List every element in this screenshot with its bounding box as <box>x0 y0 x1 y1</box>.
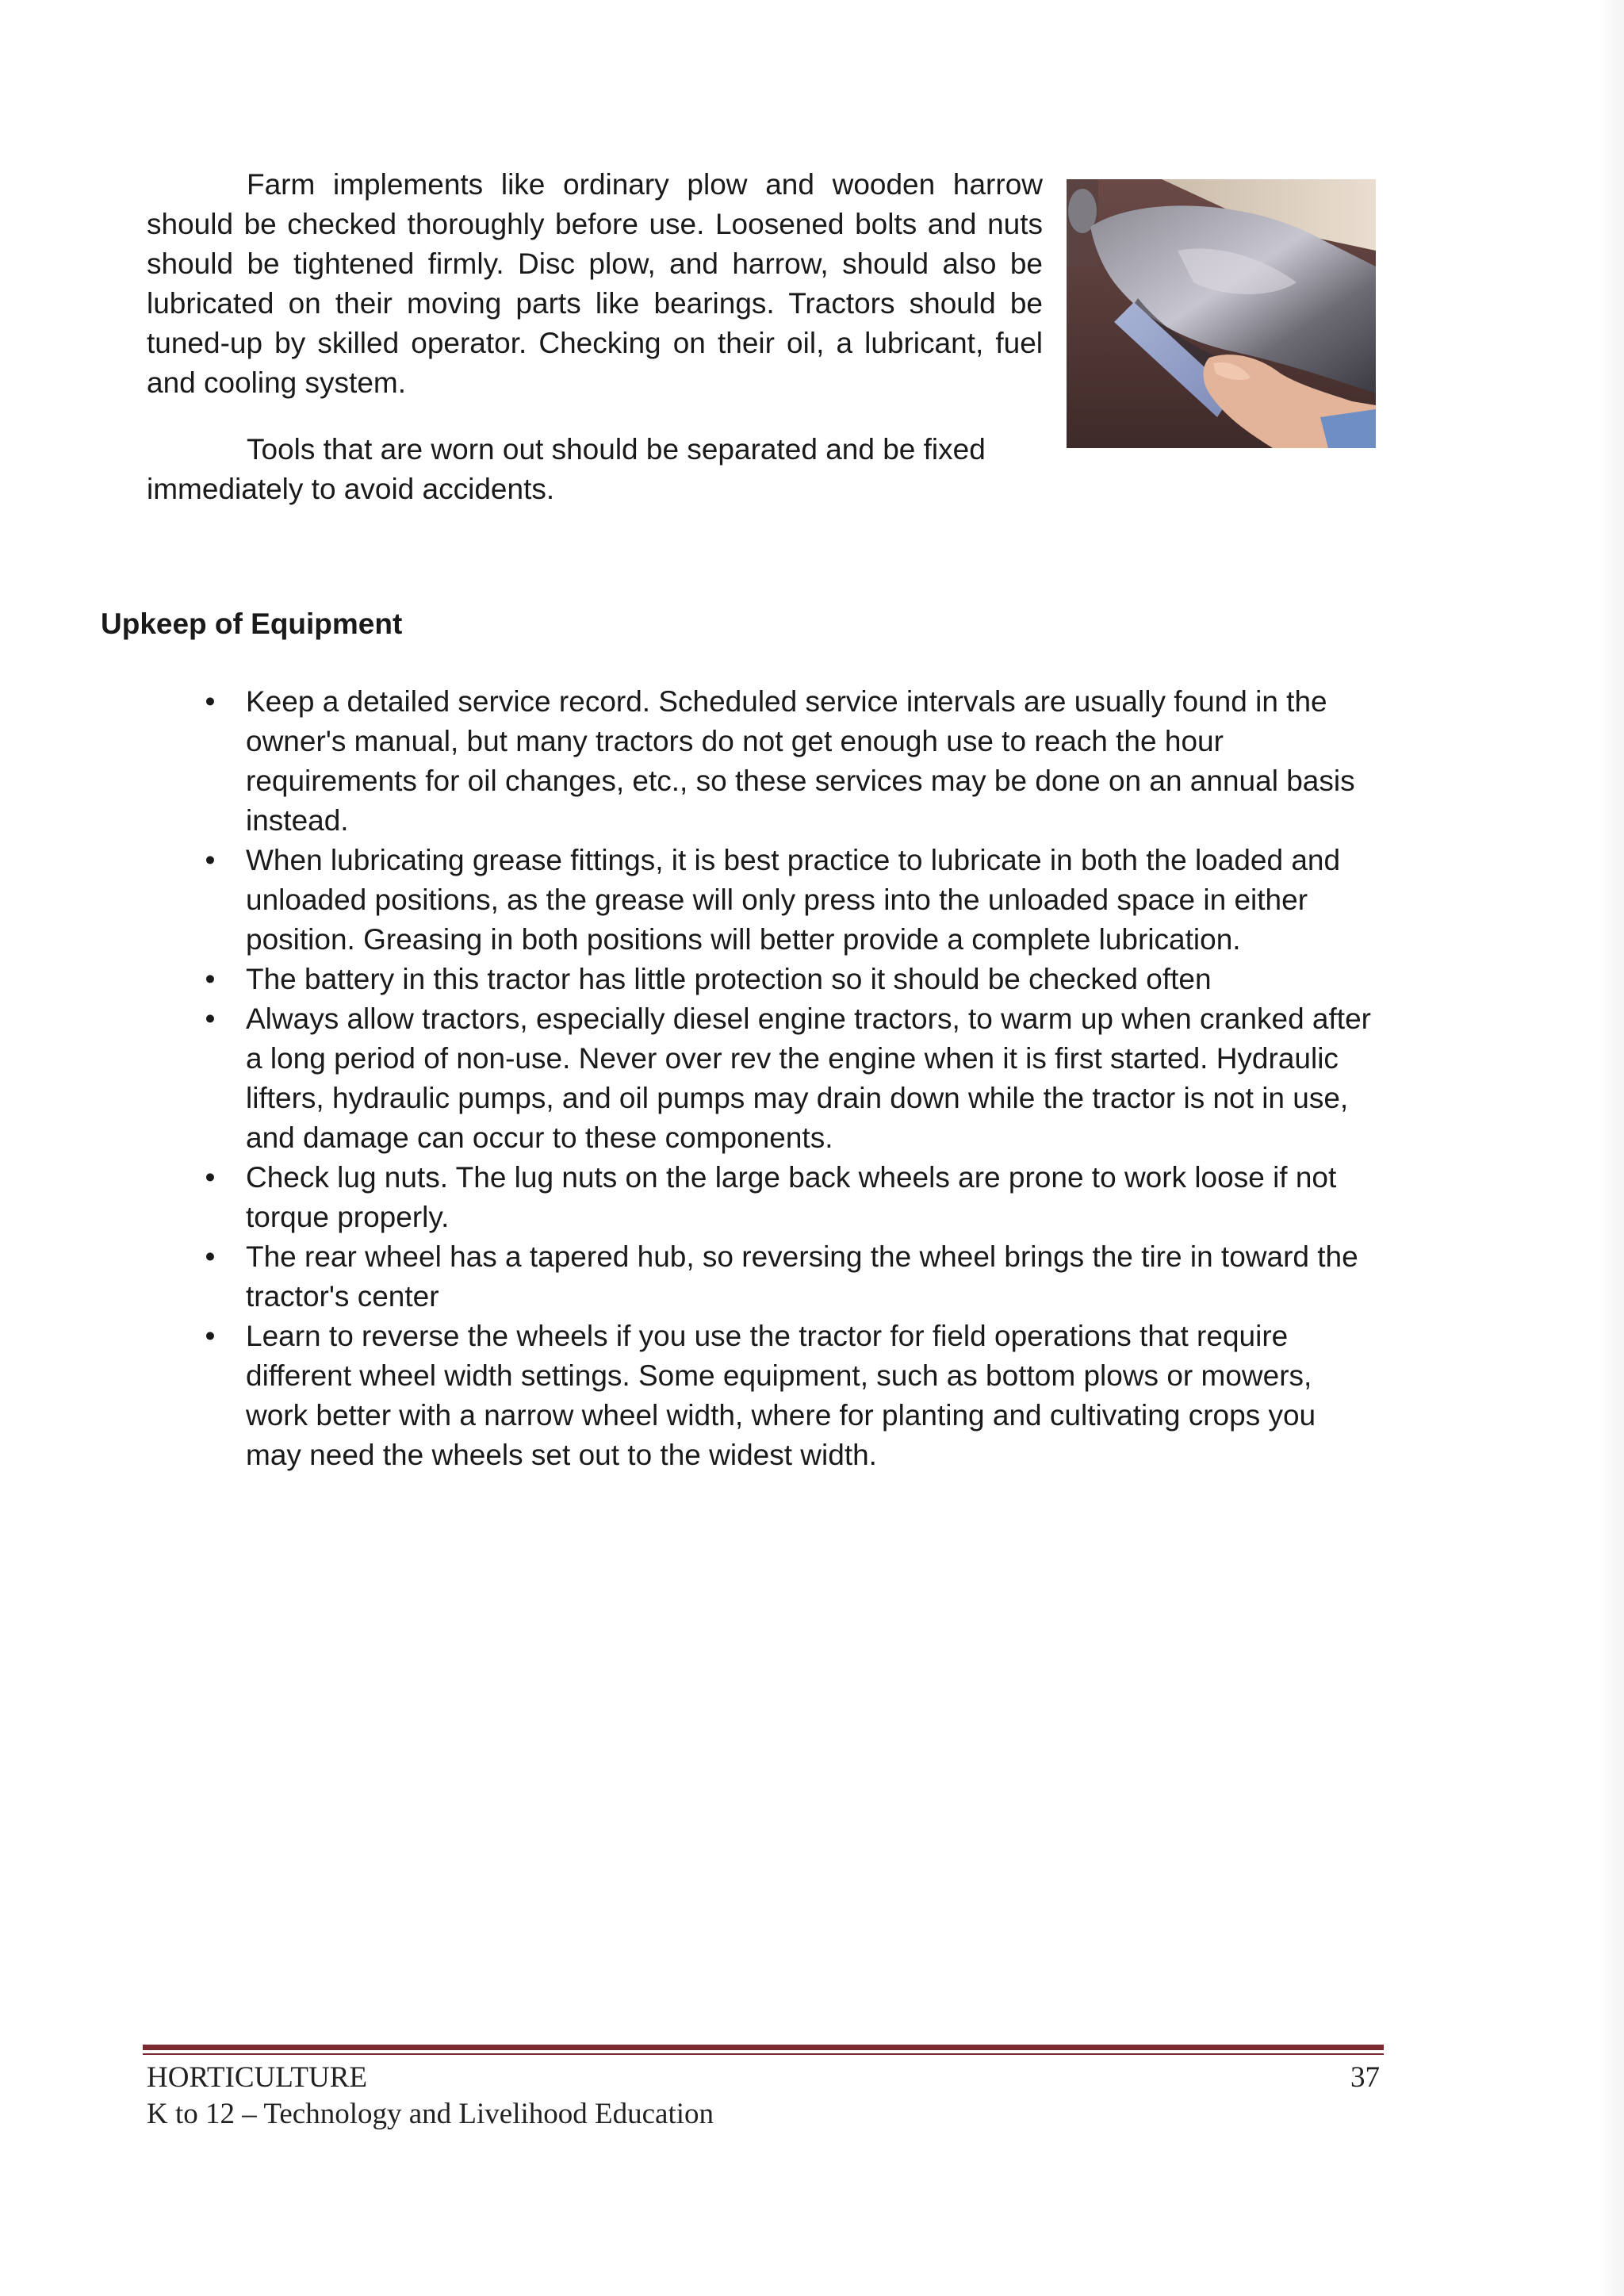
bullet-icon: • <box>205 1240 216 1273</box>
list-item-text: When lubricating grease fittings, it is best practice to lubricate in both the loaded and unloaded positions, as the grease will only press into the unloaded space in either position. Greasing in both positions will better provide a complete lubrication. <box>246 844 1341 956</box>
list-item <box>0 682 1372 841</box>
list-item <box>0 999 1372 1158</box>
plow-sharpening-photo <box>1067 179 1376 448</box>
list-item-text: The battery in this tractor has little protection so it should be checked often <box>246 963 1212 995</box>
bullet-icon: • <box>205 1002 216 1035</box>
bullet-icon: • <box>205 685 216 718</box>
footer-divider-thin <box>143 2053 1384 2055</box>
list-item-text: The rear wheel has a tapered hub, so reversing the wheel brings the tire in toward the tractor's center <box>246 1240 1358 1313</box>
list-item-text: Always allow tractors, especially diesel engine tractors, to warm up when cranked after a long period of non-use. Never over rev the engine when it is first started. Hydraulic lifters, hydraulic pumps, and oil pumps may drain down while the tractor is not in use, and damage can occur to these components. <box>246 1002 1371 1154</box>
section-heading: Upkeep of Equipment <box>101 608 403 640</box>
list-item <box>0 841 1372 960</box>
bullet-icon: • <box>205 1161 216 1194</box>
bullet-icon: • <box>205 1320 216 1352</box>
list-item <box>0 1237 1372 1317</box>
list-item-text: Learn to reverse the wheels if you use the tractor for field operations that require different wheel width settings. Some equipment, such as bottom plows or mowers, work better with a narrow wheel width, where for planting and cultivating crops you may need the wheels set out to the widest width. <box>246 1320 1316 1471</box>
footer-course: K to 12 – Technology and Livelihood Education <box>147 2098 714 2130</box>
intro-paragraph-2: Tools that are worn out should be separated and be fixed immediately to avoid accidents. <box>147 433 986 505</box>
footer-subject: HORTICULTURE <box>147 2061 368 2094</box>
intro-text <box>147 165 1043 509</box>
list-item-text: Check lug nuts. The lug nuts on the large back wheels are prone to work loose if not torque properly. <box>246 1161 1337 1233</box>
list-item <box>0 1158 1372 1237</box>
list-item-text: Keep a detailed service record. Scheduled service intervals are usually found in the owner's manual, but many tractors do not get enough use to reach the hour requirements for oil changes, etc., so these services may be done on an annual basis instead. <box>246 685 1355 837</box>
list-item <box>0 960 1372 999</box>
upkeep-bullet-list <box>0 682 1624 1475</box>
intro-paragraph-1: Farm implements like ordinary plow and wooden harrow should be checked thoroughly before use. Loosened bolts and nuts should be tightened firmly. Disc plow, and harrow, should also be lubricated on their moving parts like bearings. Tractors should be tuned-up by skilled operator. Checking on their oil, a lubricant, fuel and cooling system. <box>147 168 1043 399</box>
bullet-icon: • <box>205 844 216 876</box>
footer-divider-thick <box>143 2045 1384 2050</box>
page-number: 37 <box>1350 2061 1380 2094</box>
list-item <box>0 1317 1372 1475</box>
bullet-icon: • <box>205 963 216 995</box>
